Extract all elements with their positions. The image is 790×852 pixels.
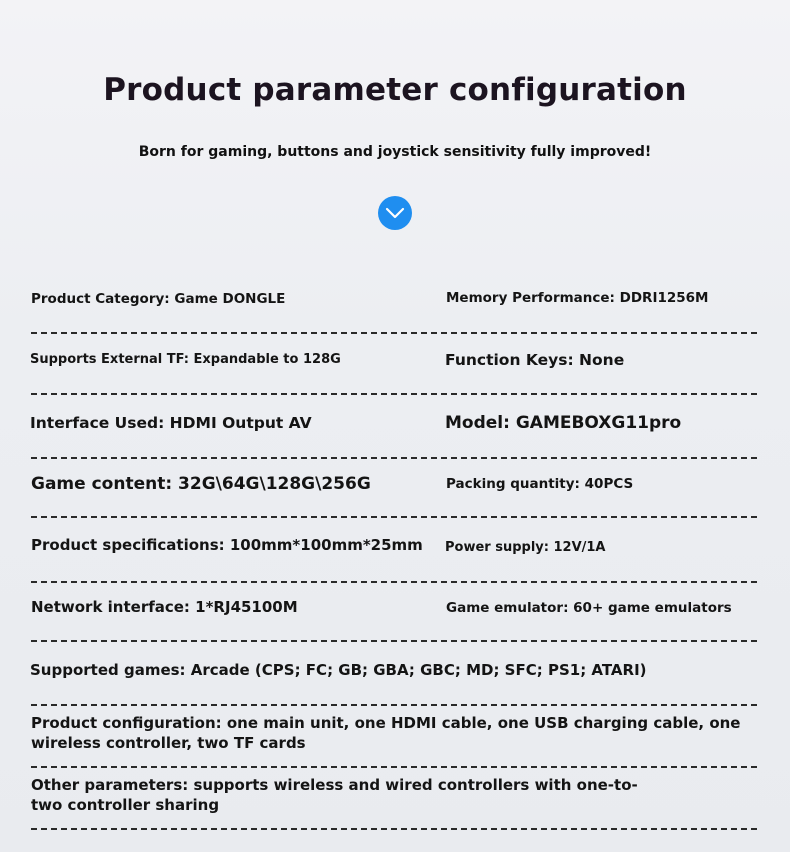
spec-model: Model: GAMEBOXG11pro (445, 413, 682, 433)
divider (31, 640, 757, 642)
divider (31, 581, 757, 583)
spec-other-parameters: Other parameters: supports wireless and wired controllers with one-to-two controller sharing (31, 776, 638, 814)
page-title: Product parameter configuration (103, 72, 687, 108)
chevron-down-icon (385, 206, 405, 220)
spec-function-keys: Function Keys: None (445, 351, 625, 369)
spec-product-specifications: Product specifications: 100mm*100mm*25mm (31, 536, 423, 554)
divider (31, 457, 757, 459)
spec-interface-used: Interface Used: HDMI Output AV (30, 414, 312, 432)
page-subtitle: Born for gaming, buttons and joystick sensitivity fully improved! (138, 144, 652, 160)
spec-product-category: Product Category: Game DONGLE (31, 291, 286, 307)
scroll-down-button[interactable] (378, 196, 412, 230)
spec-power-supply: Power supply: 12V/1A (445, 540, 606, 555)
spec-game-emulator: Game emulator: 60+ game emulators (446, 600, 732, 616)
divider (31, 704, 757, 706)
spec-network-interface: Network interface: 1*RJ45100M (31, 598, 298, 616)
divider (31, 516, 757, 518)
divider (31, 766, 757, 768)
divider (31, 332, 757, 334)
divider (31, 393, 757, 395)
spec-packing-quantity: Packing quantity: 40PCS (446, 476, 634, 492)
spec-supported-games: Supported games: Arcade (CPS; FC; GB; GBA; GBC; MD; SFC; PS1; ATARI) (30, 661, 647, 679)
divider (31, 828, 757, 830)
spec-product-configuration: Product configuration: one main unit, one HDMI cable, one USB charging cable, one wireless controller, two TF cards (31, 714, 741, 752)
spec-game-content: Game content: 32G\64G\128G\256G (31, 474, 371, 494)
spec-external-tf: Supports External TF: Expandable to 128G (30, 352, 341, 367)
spec-memory-performance: Memory Performance: DDRI1256M (446, 290, 709, 306)
